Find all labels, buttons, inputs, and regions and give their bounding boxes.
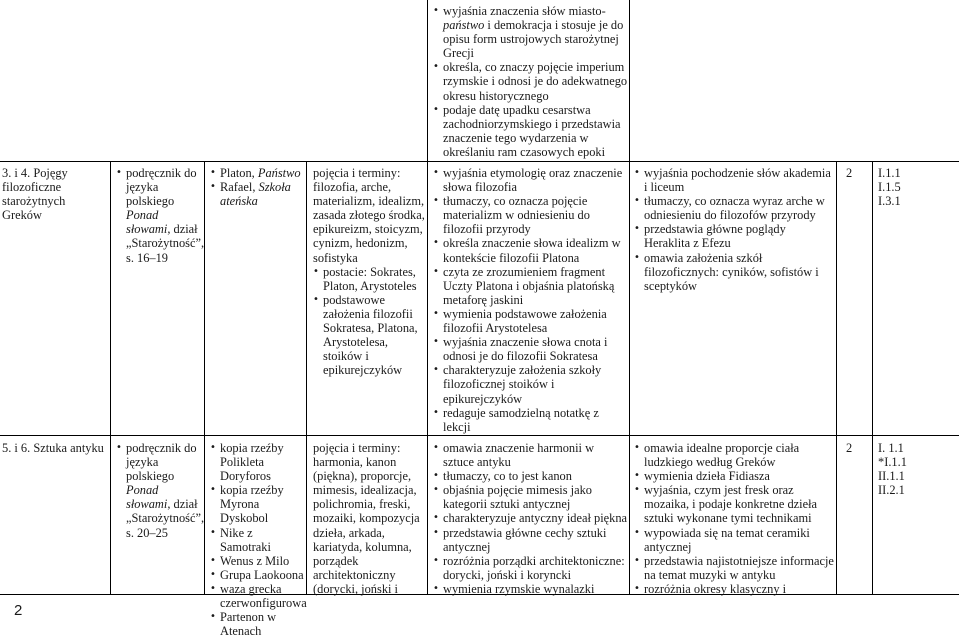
row1-extended-cell — [634, 166, 834, 293]
rule-col-5 — [629, 161, 630, 594]
bullet-item — [210, 581, 307, 611]
text-run: wyjaśnia znaczenie słowa cnota i odnosi je do filozofii Sokratesa — [443, 335, 608, 364]
text-run: przedstawia główne cechy sztuki antycznej — [443, 525, 607, 554]
bullet-item — [634, 483, 834, 525]
text-run: wyjaśnia, czym jest fresk oraz mozaika, i podaje konkretne dzieła sztuki wykonane tymi technikami — [644, 483, 818, 526]
row2-code: II.2.1 — [878, 483, 905, 498]
text-run: określa znaczenie słowa idealizm w kontekście filozofii Platona — [443, 236, 621, 265]
rule-middle — [0, 435, 959, 436]
text-run: rozróżnia porządki architektoniczne: dorycki, joński i koryncki — [443, 553, 625, 582]
row1-code: I.3.1 — [878, 194, 901, 209]
row1-topic: 3. i 4. Pojęgy filozoficzne starożytnych Greków — [2, 166, 68, 223]
text-run: postacie: Sokrates, Platon, Arystoteles — [323, 264, 417, 293]
text-run: i demokracja i stosuje je do opisu form ustrojowych starożytnej Grecji — [443, 18, 624, 61]
text-run: podstawowe założenia filozofii Sokratesa, Platona, Arystotelesa, stoików i epikurejczyków — [323, 292, 418, 378]
bullet-item — [433, 166, 628, 194]
row2-hours: 2 — [846, 441, 853, 455]
bullet-item — [634, 526, 834, 554]
bullet-item — [433, 582, 628, 596]
text-run: przedstawia najistotniejsze informacje na temat muzyki w antyku — [644, 553, 834, 582]
text-run: wyjaśnia znaczenia słów miasto- — [443, 4, 606, 18]
row1-source-cell — [116, 166, 204, 265]
bullet-list — [433, 166, 628, 434]
bullet-list — [634, 166, 834, 293]
text-run: redaguje samodzielną notatkę z lekcji — [443, 405, 599, 434]
row1-code: I.1.1 — [878, 166, 901, 180]
row1-texts-cell — [210, 166, 304, 208]
italic-run: Szkoła ateńska — [220, 180, 291, 209]
bullet-item — [634, 251, 834, 293]
row1-terms-cell — [313, 166, 425, 377]
row2-code: I. 1.1 — [878, 441, 904, 455]
italic-run: Ponad słowami — [126, 208, 168, 237]
text-run: Platon, — [220, 166, 258, 180]
bullet-list — [313, 441, 425, 596]
bullet-list — [433, 441, 628, 596]
bullet-item — [433, 526, 628, 554]
italic-run: Ponad słowami — [126, 483, 168, 512]
row2-codes-cell — [878, 441, 956, 497]
row2-basic-cell — [433, 441, 628, 596]
bullet-item — [433, 4, 628, 60]
text-run: omawia idealne proporcje ciała ludzkiego według Greków — [644, 441, 800, 470]
text-run: podaje datę upadku cesarstwa zachodniorzymskiego i przedstawia znaczenie tego wydarzenia w określaniu ram czasowych epoki — [443, 102, 621, 159]
row2-extended-cell — [634, 441, 834, 596]
bullet-list — [116, 441, 204, 540]
bullet-item — [210, 483, 304, 525]
text-run: wypowiada się na temat ceramiki antycznej — [644, 525, 810, 554]
bullet-list — [116, 166, 204, 265]
italic-run: państwo — [443, 18, 485, 33]
row1-topic-cell — [2, 166, 108, 222]
text-run: podręcznik do języka polskiego — [126, 441, 197, 484]
rule-col-5-top — [427, 0, 428, 161]
rule-col-6 — [836, 161, 837, 594]
bullet-item — [210, 166, 304, 180]
bullet-item — [634, 441, 834, 469]
text-run: Wenus z Milo — [220, 553, 290, 568]
rule-col-2 — [204, 161, 205, 594]
italic-run: Państwo — [257, 166, 301, 180]
text-run: charakteryzuje założenia szkoły filozoficznej stoików i epikurejczyków — [443, 363, 602, 406]
row2-hours-cell — [846, 441, 868, 455]
text-run: czyta ze zrozumieniem fragment Uczty Platona i objaśnia platońską metaforę jaskini — [443, 264, 615, 307]
bullet-item — [433, 335, 628, 363]
bullet-item — [210, 568, 304, 582]
rule-col-6-top — [629, 0, 630, 161]
text-run: pojęcia i terminy: filozofia, arche, materializm, idealizm, zasada złotego środka, epikureizm, stoicyzm, cynizm, hedonizm, sofistyka — [313, 166, 425, 265]
bullet-item — [433, 483, 628, 511]
text-run: omawia znaczenie harmonii w sztuce antyku — [443, 441, 595, 470]
row2-topic: 5. i 6. Sztuka antyku — [2, 441, 104, 455]
bullet-item — [433, 265, 628, 307]
bullet-list — [313, 166, 425, 377]
bullet-list — [634, 441, 834, 596]
text-run: Grupa Laokoona — [220, 567, 304, 582]
row2-code: II.1.1 — [878, 469, 905, 484]
text-run: kopia rzeźby Myrona Dyskobol — [220, 483, 284, 526]
bullet-item — [433, 469, 628, 483]
bullet-item — [433, 554, 628, 582]
bullet-item — [634, 554, 834, 582]
text-run: charakteryzuje antyczny ideał piękna — [443, 511, 628, 526]
bullet-list — [433, 4, 628, 159]
rule-col-7 — [872, 161, 873, 594]
row2-source-cell — [116, 441, 204, 540]
text-run: rozróżnia okresy klasyczny i — [644, 581, 787, 596]
bullet-item — [433, 511, 628, 525]
row1-hours: 2 — [846, 166, 853, 180]
paragraph — [313, 166, 425, 265]
row2-terms-cell — [313, 441, 425, 596]
top-basic-cell — [433, 4, 628, 159]
rule-col-1 — [110, 161, 111, 594]
row1-codes-cell — [878, 166, 956, 208]
row2-topic-cell — [2, 441, 108, 455]
bullet-item — [634, 469, 834, 483]
bullet-item — [634, 222, 834, 250]
bullet-item — [433, 194, 628, 236]
bullet-item — [433, 103, 628, 159]
bullet-item — [433, 406, 628, 434]
bullet-list — [210, 441, 307, 638]
text-run: określa, co znaczy pojęcie imperium rzymskie i odnosi je do adekwatnego okresu historycznego — [443, 60, 628, 103]
bullet-item — [313, 293, 425, 378]
bullet-item — [313, 265, 425, 293]
text-run: tłumaczy, co to jest kanon — [443, 469, 572, 484]
paragraph — [313, 441, 425, 596]
text-run: kopia rzeźby Polikleta Doryforos — [220, 441, 284, 484]
bullet-item — [210, 610, 304, 638]
text-run: Partenon w Atenach — [220, 610, 277, 638]
text-run: , dział „Starożytność”, s. 16–19 — [126, 222, 205, 265]
bullet-item — [634, 166, 834, 194]
bullet-item — [433, 236, 628, 264]
text-run: omawia założenia szkół filozoficznych: cyników, sofistów i sceptyków — [644, 250, 819, 293]
bullet-item — [210, 441, 304, 483]
bullet-item — [433, 60, 628, 102]
text-run: wymienia rzymskie wynalazki — [443, 581, 595, 596]
bullet-item — [433, 363, 628, 405]
text-run: wymienia dzieła Fidiasza — [644, 469, 770, 484]
row2-texts-cell — [210, 441, 307, 638]
text-run: pojęcia i terminy: harmonia, kanon (piękna), proporcje, mimesis, idealizacja, polichromia, freski, mozaiki, kompozycja dzieła, arkada, kariatyda, kolumna, porządek architektoniczny (dorycki, joński i — [313, 441, 420, 596]
rule-top — [0, 161, 959, 162]
text-run: Rafael, — [220, 180, 259, 195]
rule-col-3 — [306, 161, 307, 594]
text-run: waza grecka czerwonfigurowa — [220, 581, 307, 611]
text-run: przedstawia główne poglądy Heraklita z Efezu — [644, 222, 786, 251]
bullet-item — [433, 441, 628, 469]
rule-col-4 — [427, 161, 428, 594]
bullet-item — [210, 526, 304, 554]
text-run: tłumaczy, co oznacza wyraz arche w odniesieniu do filozofów przyrody — [644, 194, 825, 223]
bullet-item — [116, 166, 204, 265]
row2-code: *I.1.1 — [878, 455, 907, 470]
page-number: 2 — [14, 602, 23, 619]
bullet-item — [210, 554, 304, 568]
text-run: wymienia podstawowe założenia filozofii Arystotelesa — [443, 306, 607, 336]
bullet-item — [210, 180, 304, 208]
bullet-item — [634, 194, 834, 222]
bullet-item — [116, 441, 204, 540]
text-run: Nike z Samotraki — [220, 525, 271, 554]
bullet-item — [634, 582, 834, 596]
row1-code: I.1.5 — [878, 180, 901, 195]
bullet-list — [210, 166, 304, 208]
bullet-item — [433, 307, 628, 335]
text-run: objaśnia pojęcie mimesis jako kategorii sztuki antycznej — [443, 483, 592, 512]
text-run: wyjaśnia pochodzenie słów akademia i liceum — [644, 166, 831, 195]
text-run: , dział „Starożytność”, s. 20–25 — [126, 497, 205, 540]
text-run: wyjaśnia etymologię oraz znaczenie słowa filozofia — [443, 166, 623, 195]
row1-basic-cell — [433, 166, 628, 434]
row1-hours-cell — [846, 166, 868, 180]
text-run: tłumaczy, co oznacza pojęcie materializm w odniesieniu do filozofii przyrody — [443, 194, 590, 237]
text-run: podręcznik do języka polskiego — [126, 166, 197, 209]
